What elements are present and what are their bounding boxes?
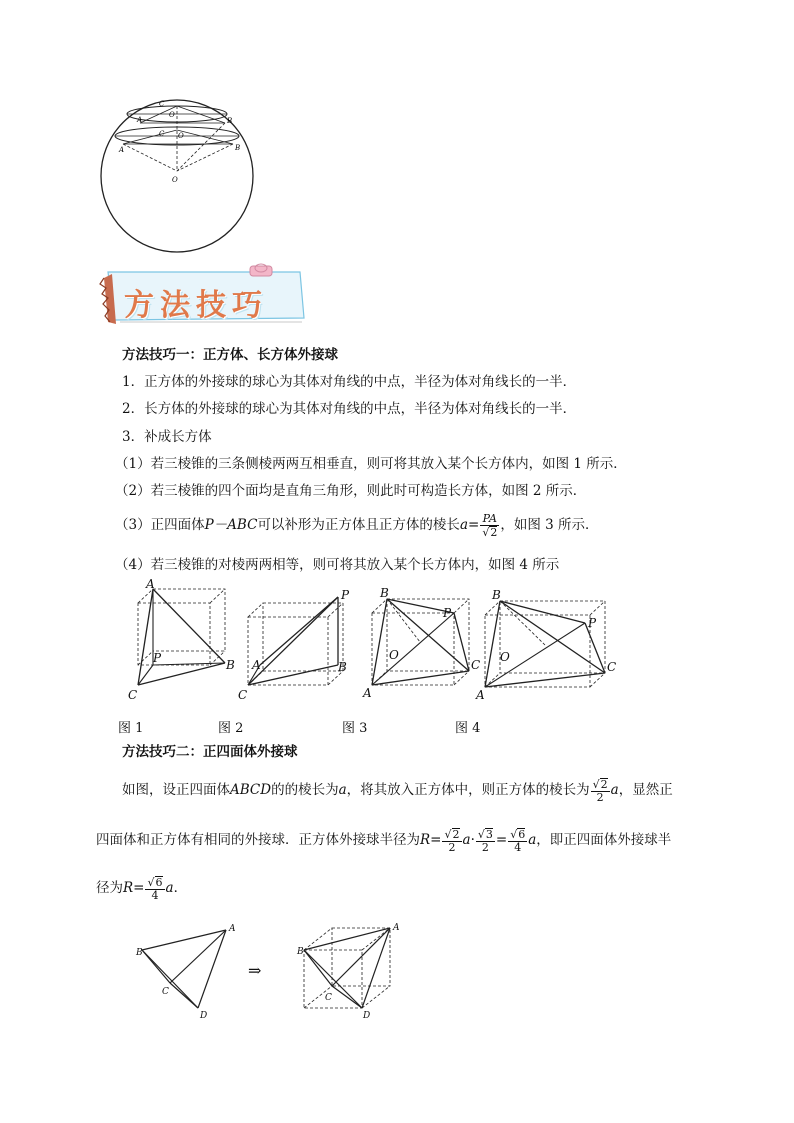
caption-fig1: 图 1	[118, 721, 144, 736]
label-o2: O	[178, 132, 184, 140]
label-c1: C	[159, 100, 165, 108]
fig3-label-p: P	[443, 606, 452, 620]
section1-sub2: （2）若三棱锥的四个面均是直角三角形，则此时可构造长方体，如图 2 所示．	[115, 483, 587, 499]
sphere-figure	[95, 96, 260, 256]
section1-sub3: （3）正四面体P－ABC可以补形为正方体且正方体的棱长a= $\frac{PA}{√2}$ ，如图 3 所示．	[115, 511, 599, 539]
section2-para1: 如图，设正四面体ABCD的的棱长为a，将其放入正方体中，则正方体的棱长为 $\frac{√2}{2}$ a，显然正	[122, 777, 673, 804]
fig2-label-p: P	[341, 588, 350, 602]
fig1-label-p: P	[153, 651, 162, 665]
fig4-label-b: B	[492, 588, 501, 602]
fig3-label-c: C	[471, 658, 481, 672]
cube-label-a: A	[393, 923, 400, 933]
label-a2: A	[119, 146, 125, 154]
fig3-label-b: B	[380, 586, 389, 600]
tet-label-a: A	[229, 924, 236, 934]
tetrahedron-cube-figure	[122, 918, 412, 1020]
label-b1: B	[227, 117, 233, 125]
section1-heading: 方法技巧一：正方体、长方体外接球	[122, 347, 338, 363]
caption-fig3: 图 3	[342, 721, 368, 736]
implies-arrow: ⇒	[248, 961, 262, 980]
fig1-label-c: C	[128, 688, 138, 702]
label-b2: B	[235, 144, 241, 152]
tet-label-c: C	[162, 987, 169, 997]
fig2-label-c: C	[238, 688, 248, 702]
section1-item1: 1．正方体的外接球的球心为其体对角线的中点，半径为体对角线长的一半．	[122, 374, 577, 390]
figure-4	[475, 588, 616, 702]
tet-label-b: B	[136, 948, 143, 958]
section2-para2: 四面体和正方体有相同的外接球．正方体外接球半径为R= $\frac{√2}{2}$ a· $\frac{√3}{2}$ = $\frac{√6}{4}$ a，即正四面体外接球半	[96, 827, 672, 854]
fig4-label-p: P	[588, 616, 597, 630]
fig3-label-a: A	[363, 686, 372, 700]
fig3-label-o: O	[389, 648, 399, 662]
fig1-label-b: B	[226, 658, 235, 672]
figure-1	[128, 577, 235, 702]
fig2-label-b: B	[338, 660, 347, 674]
label-o1: O	[169, 111, 175, 119]
banner-title: 方法技巧	[124, 288, 268, 323]
section2-para3: 径为R= $\frac{√6}{4}$ a．	[96, 875, 188, 902]
section2-heading: 方法技巧二：正四面体外接球	[122, 744, 298, 760]
section1-item2: 2．长方体的外接球的球心为其体对角线的中点，半径为体对角线长的一半．	[122, 401, 577, 417]
fig4-label-a: A	[476, 688, 485, 702]
section1-sub4: （4）若三棱锥的对棱两两相等，则可将其放入某个长方体内，如图 4 所示	[115, 557, 560, 573]
figures-row	[120, 577, 630, 707]
cube-label-b: B	[297, 947, 304, 957]
figure-2	[238, 588, 350, 702]
caption-fig4: 图 4	[455, 721, 481, 736]
tet-label-d: D	[200, 1011, 208, 1021]
cube-label-c: C	[325, 993, 332, 1003]
fraction-pa-sqrt2: $\frac{PA}{√2}$	[482, 511, 498, 539]
label-o: O	[172, 176, 178, 184]
var-p-abc: P－ABC	[204, 517, 258, 533]
fig2-label-a: A	[252, 658, 261, 672]
fig1-label-a: A	[146, 577, 155, 591]
clip-icon	[250, 264, 272, 276]
fig4-label-c: C	[607, 660, 617, 674]
section1-sub1: （1）若三棱锥的三条侧棱两两互相垂直，则可将其放入某个长方体内，如图 1 所示．	[115, 456, 627, 472]
section1-item3: 3．补成长方体	[122, 429, 212, 445]
label-a1: A	[137, 116, 143, 124]
fraction-sqrt2-over-2: $\frac{√2}{2}$	[592, 777, 608, 804]
fig4-label-o: O	[500, 650, 510, 664]
cube-label-d: D	[363, 1011, 371, 1021]
figure-3	[362, 586, 480, 700]
caption-fig2: 图 2	[218, 721, 244, 736]
label-c2: C	[159, 130, 165, 138]
